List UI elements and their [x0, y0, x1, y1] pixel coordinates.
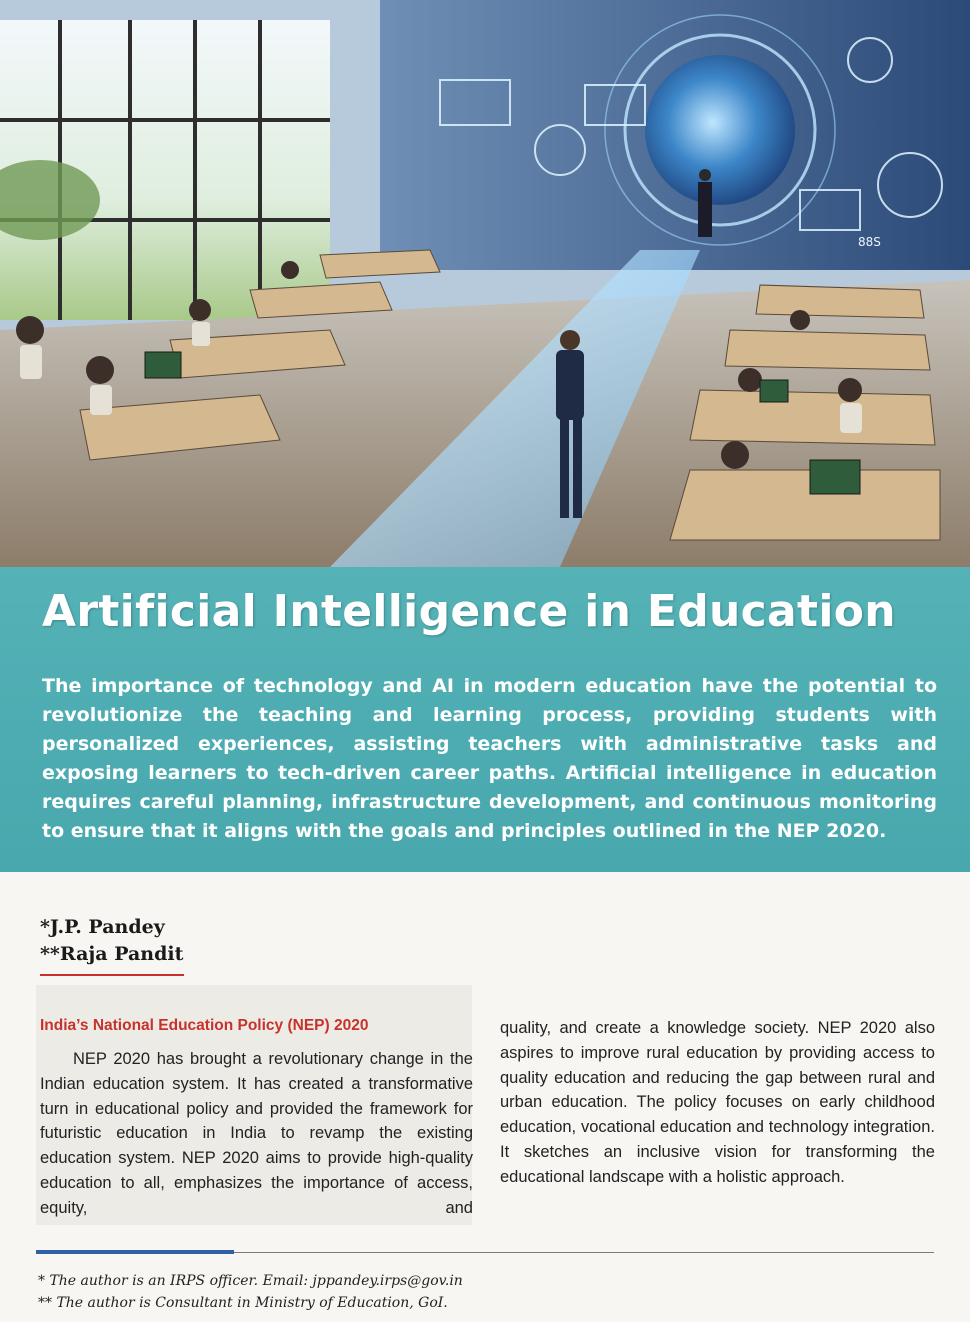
footnotes	[38, 1270, 463, 1314]
footnote-divider-accent	[36, 1250, 234, 1254]
screen-label: 88S	[858, 235, 881, 249]
author-block	[40, 914, 183, 968]
footnote: * The author is an IRPS officer. Email: jppandey.irps@gov.in	[38, 1273, 463, 1289]
body-column-right: quality, and create a knowledge society. NEP 2020 also aspires to improve rural education by providing access to quality education and reducing the gap between rural and urban education. The policy focuses on early childhood education, vocational education and technology integration. It sketches an inclusive vision for transforming the educational landscape with a holistic approach.	[500, 1019, 935, 1186]
section-heading: India’s National Education Policy (NEP) 2020	[40, 1017, 369, 1034]
hero-illustration	[0, 0, 970, 567]
footnote: ** The author is Consultant in Ministry of Education, GoI.	[38, 1295, 448, 1311]
author-name: **Raja Pandit	[40, 943, 184, 965]
body-column-left: NEP 2020 has brought a revolutionary change in the Indian education system. It has created a transformative turn in educational policy and provided the framework for futuristic education in India to revamp the existing education system. NEP 2020 aims to provide high-quality education to all, emphasizes the importance of access, equity, and	[40, 1050, 473, 1217]
globe-icon	[645, 55, 795, 205]
classroom-illustration	[0, 0, 970, 567]
article-intro: The importance of technology and AI in modern education have the potential to revolutionize the teaching and learning process, providing students with personalized experiences, assisting teachers with administrative tasks and exposing learners to tech-driven career paths. Artificial intelligence in education requires careful planning, infrastructure development, and continuous monitoring to ensure that it aligns with the goals and principles outlined in the NEP 2020.	[42, 675, 937, 842]
author-divider	[40, 974, 184, 976]
article-title: Artificial Intelligence in Education	[42, 586, 896, 637]
author-name: *J.P. Pandey	[40, 916, 165, 938]
